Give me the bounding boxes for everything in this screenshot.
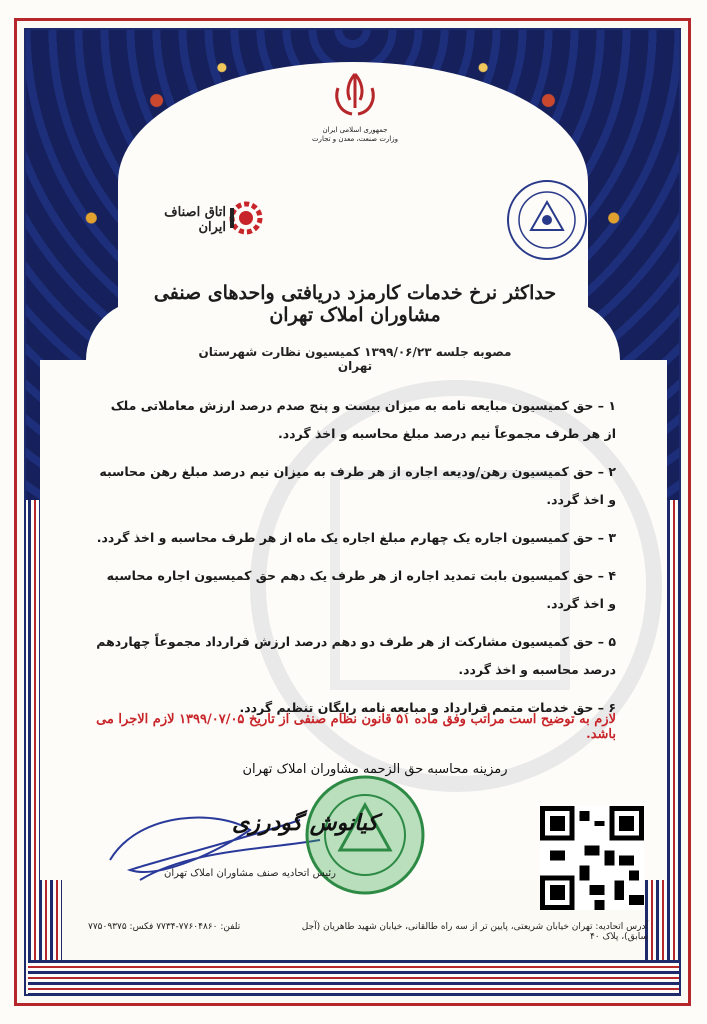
rule-item: ۳ – حق کمیسیون اجاره یک چهارم مبلغ اجاره یک ماه از هر طرف محاسبه و اخذ گردد. bbox=[96, 530, 616, 545]
signatory-name: کیانوش گودرزی bbox=[232, 810, 378, 836]
ministry-label bbox=[300, 126, 410, 144]
document-title: حداکثر نرخ خدمات کارمزد دریافتی واحدهای صنفی مشاوران املاک تهران bbox=[153, 282, 557, 326]
guild-logo-icon bbox=[228, 200, 264, 236]
footer-phone: تلفن: ۷۷۶۰۴۸۶۰-۷۷۳۴ فکس: ۷۷۵۰۹۳۷۵ bbox=[88, 922, 241, 932]
rule-item: ۵ – حق کمیسیون مشارکت از هر طرف دو دهم درصد ارزش قرارداد مجموعاً چهاردهم درصد محاسبه و اخذ گردد. bbox=[96, 634, 616, 677]
guild-chamber-label: اتاق اصناف ایران bbox=[164, 205, 226, 235]
seal-icon bbox=[505, 178, 589, 262]
rule-item: ۶ – حق خدمات متمم قرارداد و مبایعه نامه رایگان تنظیم گردد. bbox=[239, 700, 616, 715]
ministry-line-2: وزارت صنعت، معدن و تجارت bbox=[311, 135, 399, 143]
qr-code-icon[interactable] bbox=[540, 806, 644, 910]
rule-item: ۲ – حق کمیسیون رهن/ودیعه اجاره از هر طرف به میزان نیم درصد مبلغ رهن محاسبه و اخذ گردد. bbox=[99, 464, 616, 507]
effective-date-note: لازم به توضیح است مراتب وفق ماده ۵۱ قانون نظام صنفی از تاریخ ۱۳۹۹/۰۷/۰۵ لازم الاجرا می باشد. bbox=[96, 712, 616, 742]
signatory-title: رئیس اتحادیه صنف مشاوران املاک تهران bbox=[164, 868, 336, 879]
footer-address: آدرس اتحادیه: تهران خیابان شریعتی، پایین تر از سه راه طالقانی، خیابان شهید طاهریان (آجل سابق)، پلاک ۴۰ bbox=[301, 922, 648, 942]
rule-item: ۴ – حق کمیسیون بابت تمدید اجاره از هر طرف یک دهم حق کمیسیون اجاره محاسبه و اخذ گردد. bbox=[106, 568, 616, 611]
ministry-line-1: جمهوری اسلامی ایران bbox=[322, 126, 388, 134]
document-subtitle: مصوبه جلسه ۱۳۹۹/۰۶/۲۳ کمیسیون نظارت شهرستان تهران bbox=[198, 345, 512, 373]
qr-caption: رمزینه محاسبه حق الزحمه مشاوران املاک تهران bbox=[242, 762, 508, 777]
emblem-icon bbox=[328, 68, 382, 122]
rules-list bbox=[96, 392, 616, 732]
rule-item: ۱ – حق کمیسیون مبایعه نامه به میزان بیست و پنج صدم درصد ارزش معاملاتی ملک از هر طرف مجموعاً نیم درصد مبلغ محاسبه و اخذ گردد. bbox=[110, 398, 616, 441]
